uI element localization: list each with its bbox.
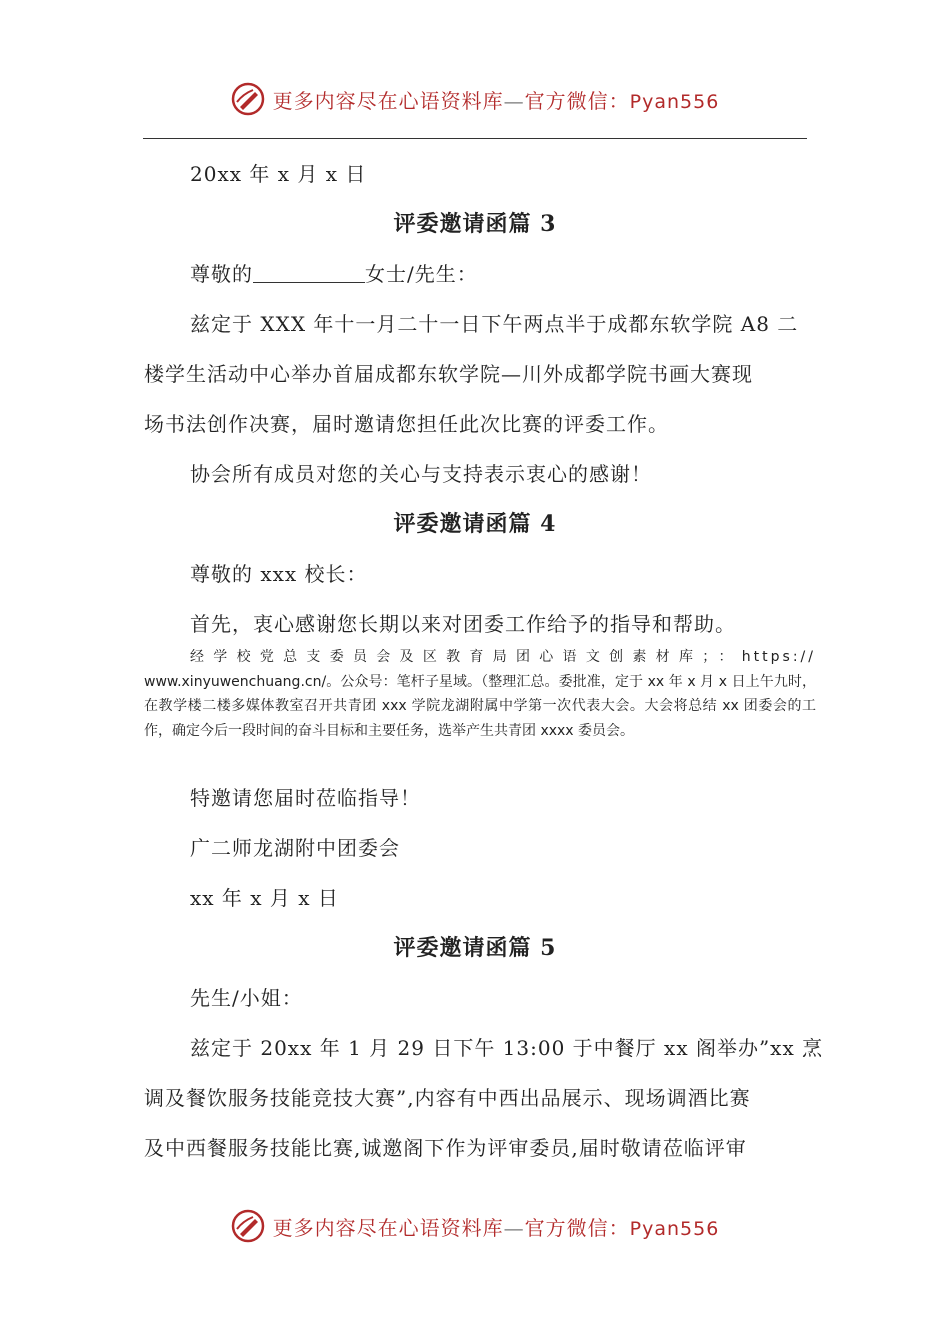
small-print-paragraph (144, 645, 816, 743)
small-print-body: www.xinyuwenchuang.cn/。公众号：笔杆子星域。（整理汇总。委批准，定于 xx 年 x 月 x 日上午九时，在教学楼二楼多媒体教室召开共青团 xxx 学院龙湖附属中学第一次代表大会。大会将总结 xx 团委会的工作，确定今后一段时间的奋斗目标和主要任务，选举产生共青团 xxxx 委员会。 (144, 673, 816, 739)
footer-banner (0, 1209, 950, 1243)
date-line: 20xx 年 x 月 x 日 (190, 162, 367, 186)
paragraph-line: 兹定于 XXX 年十一月二十一日下午两点半于成都东软学院 A8 二 (190, 312, 799, 336)
paragraph-line: 及中西餐服务技能比赛,诚邀阁下作为评审委员,届时敬请莅临评审 (144, 1136, 747, 1160)
name-blank (253, 264, 365, 283)
paragraph-line: 调及餐饮服务技能竞技大赛”,内容有中西出品展示、现场调酒比赛 (144, 1086, 751, 1110)
paragraph-line: 兹定于 20xx 年 1 月 29 日下午 13:00 于中餐厅 xx 阁举办”xx 烹 (190, 1036, 824, 1060)
header-banner (0, 82, 950, 116)
banner-text: 更多内容尽在心语资料库—官方微信：Pyan556 (272, 88, 720, 113)
paragraph-line: 场书法创作决赛，届时邀请您担任此次比赛的评委工作。 (144, 412, 669, 436)
header-divider (143, 138, 807, 139)
date-line: xx 年 x 月 x 日 (190, 886, 339, 910)
section-title-4: 评委邀请函篇 4 (393, 511, 557, 537)
pen-logo-icon (231, 1209, 265, 1243)
signature: 广二师龙湖附中团委会 (190, 836, 400, 860)
salutation-3: 尊敬的 女士/先生： (190, 262, 478, 286)
paragraph-line: 特邀请您届时莅临指导！ (190, 786, 421, 810)
small-print-line: 经学校党总支委员会及区教育局团心语文创素材库；：https:// (190, 649, 816, 665)
section-title-3: 评委邀请函篇 3 (393, 211, 557, 237)
paragraph-line: 首先，衷心感谢您长期以来对团委工作给予的指导和帮助。 (190, 612, 736, 636)
paragraph-line: 楼学生活动中心举办首届成都东软学院—川外成都学院书画大赛现 (144, 362, 753, 386)
salutation-4: 尊敬的 xxx 校长： (190, 562, 368, 586)
salutation-5: 先生/小姐： (190, 986, 303, 1010)
paragraph-line: 协会所有成员对您的关心与支持表示衷心的感谢！ (190, 462, 652, 486)
pen-logo-icon (231, 82, 265, 116)
section-title-5: 评委邀请函篇 5 (393, 935, 557, 961)
banner-text: 更多内容尽在心语资料库—官方微信：Pyan556 (272, 1215, 720, 1240)
